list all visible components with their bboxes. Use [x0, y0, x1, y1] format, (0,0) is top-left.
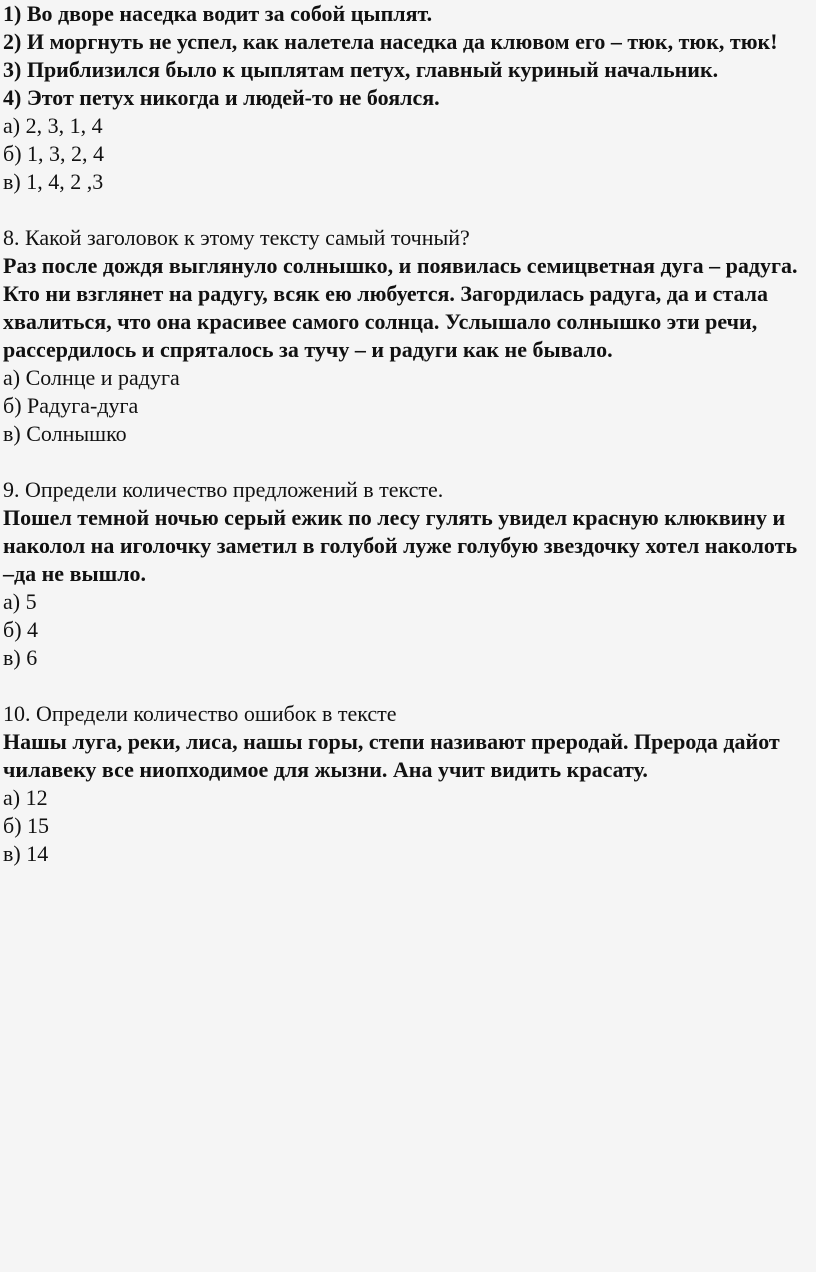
question-text: Раз после дождя выглянуло солнышко, и появилась семицветная дуга – радуга. Кто ни взглянет на радугу, всяк ею любуется. Загордилась радуга, да и стала хвалиться, что она красивее самого солнца. Услышало солнышко эти речи, рассердилось и спряталось за тучу – и радуги как не бывало.: [3, 253, 798, 362]
spacer: [3, 672, 812, 700]
option-b: б) 4: [3, 617, 39, 642]
sentence-2: 2) И моргнуть не успел, как налетела наседка да клювом его – тюк, тюк, тюк!: [3, 29, 778, 54]
spacer: [3, 448, 812, 476]
option-c: в) 6: [3, 645, 38, 670]
question-title: 8. Какой заголовок к этому тексту самый точный?: [3, 225, 470, 250]
question-title: 9. Определи количество предложений в тексте.: [3, 477, 444, 502]
option-b: б) 15: [3, 813, 50, 838]
option-c: в) 1, 4, 2 ,3: [3, 169, 104, 194]
option-b: б) 1, 3, 2, 4: [3, 141, 105, 166]
question-8-block: [3, 224, 812, 448]
question-10-block: [3, 700, 812, 868]
option-a: а) 12: [3, 785, 48, 810]
option-c: в) Солнышко: [3, 421, 127, 446]
question-text: Нашы луга, реки, лиса, нашы горы, степи називают преродай. Прерода дайот чилавеку все ниопходимое для жызни. Ана учит видить красату.: [3, 729, 780, 782]
question-text: Пошел темной ночью серый ежик по лесу гулять увидел красную клюквину и наколол на иголочку заметил в голубой луже голубую звездочку хотел наколоть –да не вышло.: [3, 505, 798, 586]
spacer: [3, 196, 812, 224]
option-a: а) 2, 3, 1, 4: [3, 113, 103, 138]
option-a: а) Солнце и радуга: [3, 365, 180, 390]
sentence-1: 1) Во дворе наседка водит за собой цыплят.: [3, 1, 433, 26]
question-title: 10. Определи количество ошибок в тексте: [3, 701, 397, 726]
question-7-block: [3, 0, 812, 196]
sentence-3: 3) Приблизился было к цыплятам петух, главный куриный начальник.: [3, 57, 719, 82]
option-b: б) Радуга-дуга: [3, 393, 139, 418]
sentence-4: 4) Этот петух никогда и людей-то не боялся.: [3, 85, 440, 110]
question-9-block: [3, 476, 812, 672]
option-a: а) 5: [3, 589, 37, 614]
option-c: в) 14: [3, 841, 49, 866]
